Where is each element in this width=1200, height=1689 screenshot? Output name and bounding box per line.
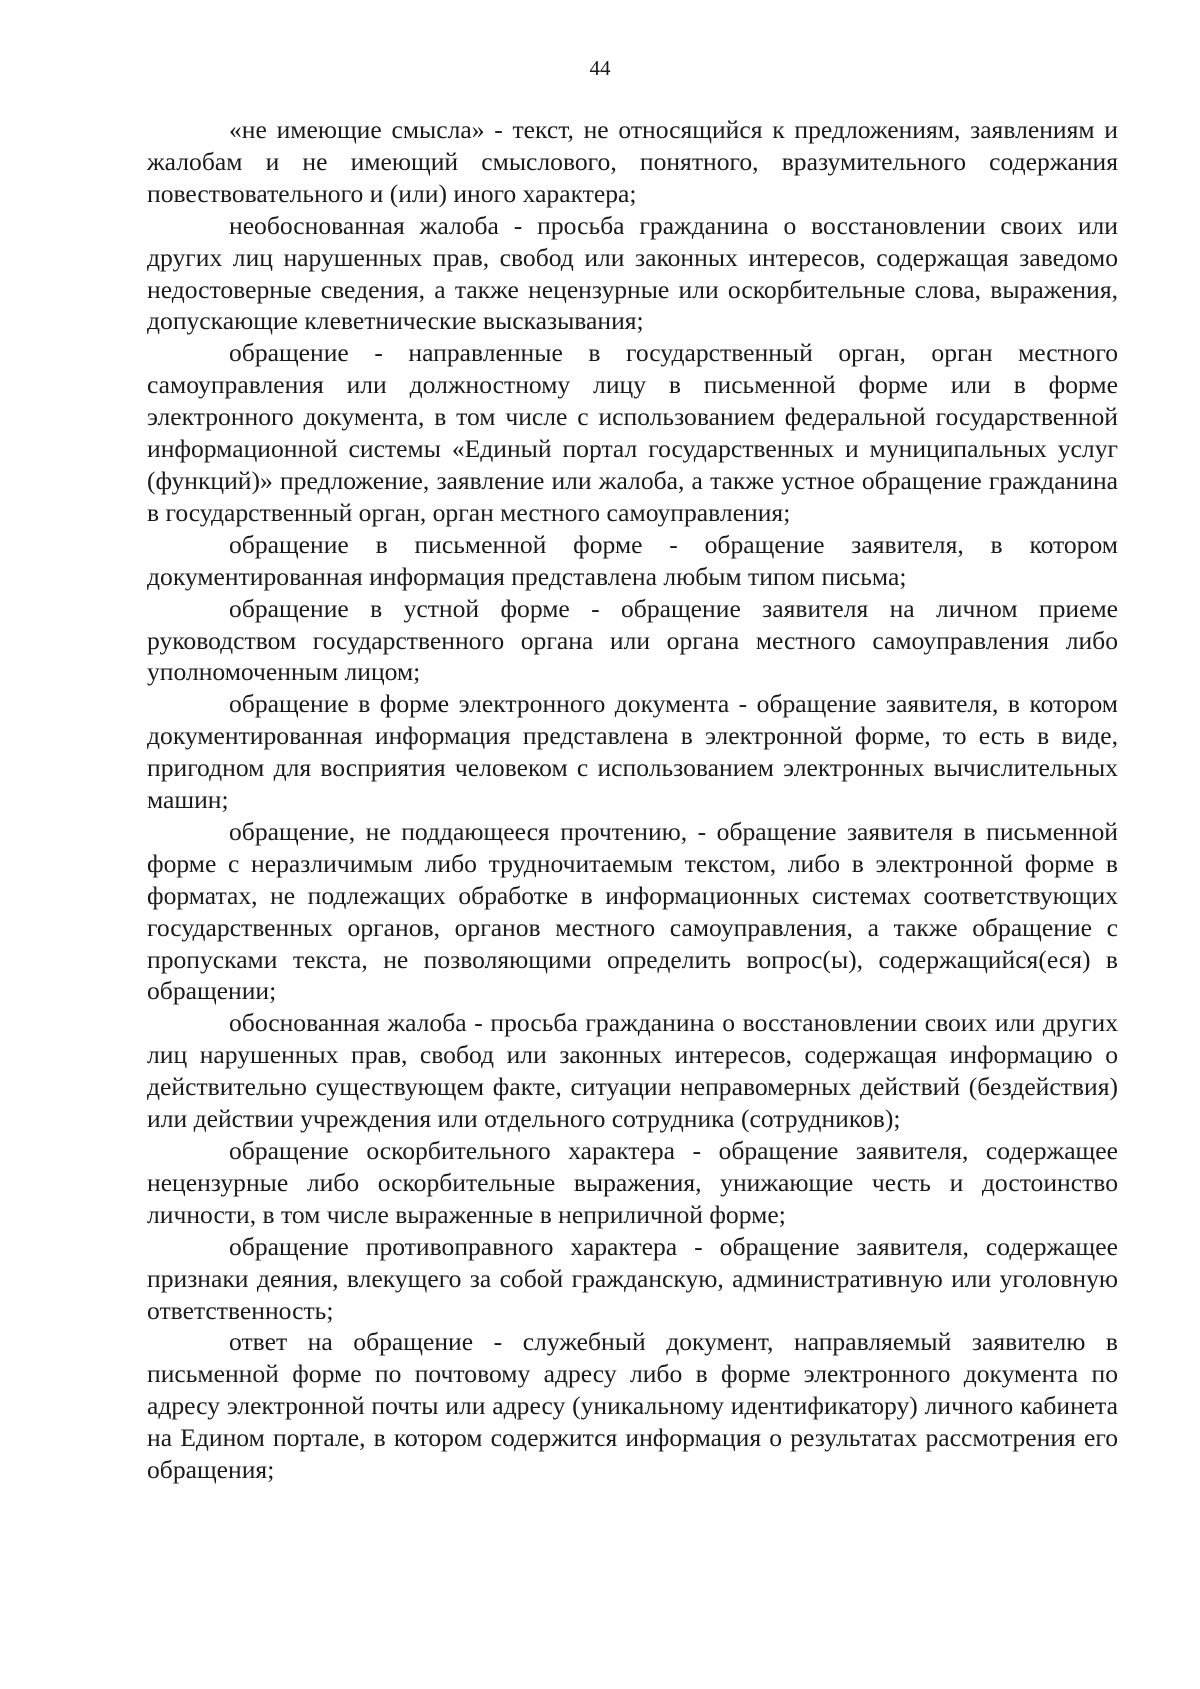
paragraph-founded-complaint: обоснованная жалоба - просьба гражданина о восстановлении своих или других лиц нарушенных прав, свобод или законных интересов, содержащая информацию о действительно существующем факте, ситуации неправомерных действий (бездействия) или действии учреждения или отдельного сотрудника (сотрудников); [147, 1008, 1118, 1134]
document-body [147, 114, 1118, 1486]
paragraph-unreadable-appeal: обращение, не поддающееся прочтению, - обращение заявителя в письменной форме с неразличимым либо трудночитаемым текстом, либо в электронной форме в форматах, не подлежащих обработке в информационных системах соответствующих государственных органов, органов местного самоуправления, а также обращение с пропусками текста, не позволяющими определить вопрос(ы), содержащийся(еся) в обращении; [147, 816, 1118, 1006]
page-number: 44 [589, 56, 611, 80]
paragraph-unlawful-appeal: обращение противоправного характера - обращение заявителя, содержащее признаки деяния, влекущего за собой гражданскую, административную или уголовную ответственность; [147, 1231, 1118, 1325]
paragraph-offensive-appeal: обращение оскорбительного характера - обращение заявителя, содержащее нецензурные либо оскорбительные выражения, унижающие честь и достоинство личности, в том числе выраженные в неприличной форме; [147, 1136, 1118, 1229]
paragraph-oral-appeal: обращение в устной форме - обращение заявителя на личном приеме руководством государственного органа или органа местного самоуправления либо уполномоченным лицом; [147, 593, 1118, 687]
paragraph-reply-to-appeal: ответ на обращение - служебный документ, направляемый заявителю в письменной форме по почтовому адресу либо в форме электронного документа по адресу электронной почты или адресу (уникальному идентификатору) личного кабинета на Едином портале, в котором содержится информация о результатах рассмотрения его обращения; [147, 1327, 1118, 1485]
paragraph-meaningless-text: «не имеющие смысла» - текст, не относящийся к предложениям, заявлениям и жалобам и не имеющий смыслового, понятного, вразумительного содержания повествовательного и (или) иного характера; [147, 115, 1118, 208]
paragraph-appeal-definition: обращение - направленные в государственный орган, орган местного самоуправления или должностному лицу в письменной форме или в форме электронного документа, в том числе с использованием федеральной государственной информационной системы «Единый портал государственных и муниципальных услуг (функций)» предложение, заявление или жалоба, а также устное обращение гражданина в государственный орган, орган местного самоуправления; [147, 338, 1118, 527]
paragraph-electronic-appeal: обращение в форме электронного документа - обращение заявителя, в котором документированная информация представлена в электронной форме, то есть в виде, пригодном для восприятия человеком с использованием электронных вычислительных машин; [147, 689, 1118, 815]
paragraph-unfounded-complaint: необоснованная жалоба - просьба гражданина о восстановлении своих или других лиц нарушенных прав, свобод или законных интересов, содержащая заведомо недостоверные сведения, а также нецензурные или оскорбительные слова, выражения, допускающие клеветнические высказывания; [147, 210, 1118, 336]
paragraph-written-appeal: обращение в письменной форме - обращение заявителя, в котором документированная информация представлена любым типом письма; [147, 529, 1118, 591]
